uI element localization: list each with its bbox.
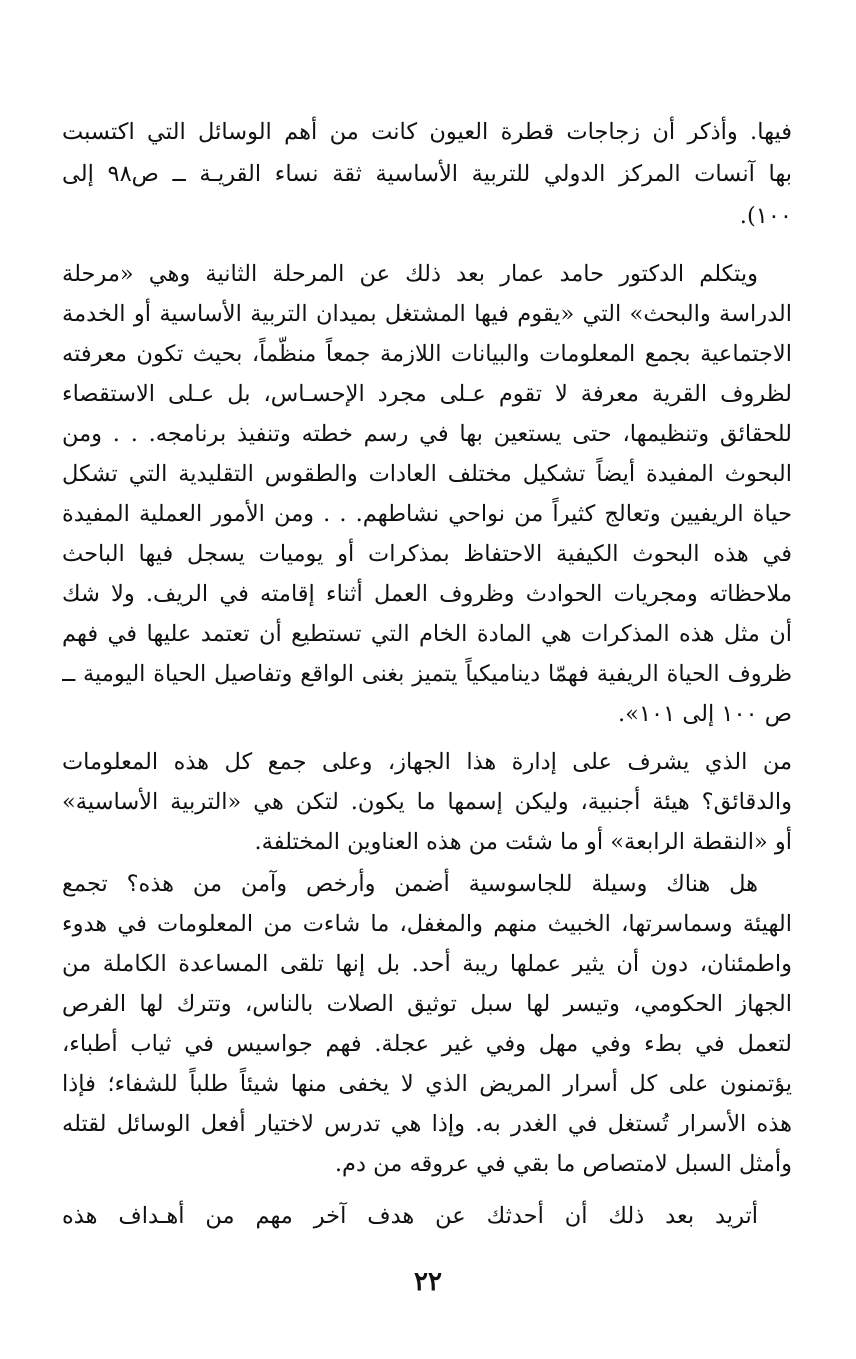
text-line: الجهاز الحكومي، وتيسر لها سبل توثيق الصلات بالناس، وتترك لها الفرص — [62, 991, 792, 1017]
text-line: ص ١٠٠ إلى ١٠١». — [618, 701, 792, 727]
page-body — [62, 0, 792, 1359]
text-line: هذه الأسرار تُستغل في الغدر به. وإذا هي تدرس لاختيار أفعل الوسائل لقتله — [62, 1111, 792, 1137]
text-line: في هذه البحوث الكيفية الاحتفاظ بمذكرات أو يوميات يسجل فيها الباحث — [62, 541, 792, 567]
text-line: وأمثل السبل لامتصاص ما بقي في عروقه من دم. — [334, 1151, 792, 1177]
text-line: أن مثل هذه المذكرات هي المادة الخام التي تستطيع أن تعتمد عليها في فهم — [62, 621, 792, 647]
text-line: للحقائق وتنظيمها، حتى يستعين بها في رسم خطته وتنفيذ برنامجه. . . ومن — [62, 421, 792, 447]
text-line: واطمئنان، دون أن يثير عملها ريبة أحد. بل إنها تلقى المساعدة الكاملة من — [62, 951, 792, 977]
text-line: الاجتماعية بجمع المعلومات والبيانات اللازمة جمعاً منظّماً، بحيث تكون معرفته — [62, 341, 792, 367]
text-line: بها آنسات المركز الدولي للتربية الأساسية ثقة نساء القريـة ــ ص٩٨ إلى — [62, 161, 792, 187]
text-line: ظروف الحياة الريفية فهمّا ديناميكياً يتميز بغنى الواقع وتفاصيل الحياة اليومية ــ — [62, 661, 792, 687]
text-line: أو «النقطة الرابعة» أو ما شئت من هذه العناوين المختلفة. — [254, 829, 792, 855]
text-line: الدراسة والبحث» التي «يقوم فيها المشتغل بميدان التربية الأساسية أو الخدمة — [62, 301, 792, 327]
text-line: لتعمل في بطء وفي مهل وفي غير عجلة. فهم جواسيس في ثياب أطباء، — [62, 1031, 792, 1057]
text-line: ١٠٠). — [739, 203, 792, 229]
text-line: أتريد بعد ذلك أن أحدثك عن هدف آخر مهم من أهـداف هذه — [62, 1203, 758, 1229]
text-line: من الذي يشرف على إدارة هذا الجهاز، وعلى جمع كل هذه المعلومات — [62, 749, 792, 775]
text-line: الهيئة وسماسرتها، الخبيث منهم والمغفل، ما شاءت من المعلومات في هدوء — [62, 911, 792, 937]
text-line: ويتكلم الدكتور حامد عمار بعد ذلك عن المرحلة الثانية وهي «مرحلة — [62, 261, 758, 287]
text-line: ملاحظاته ومجريات الحوادث وظروف العمل أثناء إقامته في الريف. ولا شك — [62, 581, 792, 607]
text-line: يؤتمنون على كل أسرار المريض الذي لا يخفى منها شيئاً طلباً للشفاء؛ فإذا — [62, 1071, 792, 1097]
text-line: حياة الريفيين وتعالج كثيراً من نواحي نشاطهم. . . ومن الأمور العملية المفيدة — [62, 501, 792, 527]
text-line: هل هناك وسيلة للجاسوسية أضمن وأرخص وآمن من هذه؟ تجمع — [62, 871, 758, 897]
text-line: البحوث المفيدة أيضاً تشكيل مختلف العادات والطقوس التقليدية التي تشكل — [62, 461, 792, 487]
page-number: ٢٢ — [414, 1267, 442, 1297]
text-line: والدقائق؟ هيئة أجنبية، وليكن إسمها ما يكون. لتكن هي «التربية الأساسية» — [62, 789, 792, 815]
text-line: فيها. وأذكر أن زجاجات قطرة العيون كانت من أهم الوسائل التي اكتسبت — [62, 119, 792, 145]
text-line: لظروف القرية معرفة لا تقوم عـلى مجرد الإحسـاس، بل عـلى الاستقصاء — [62, 381, 792, 407]
